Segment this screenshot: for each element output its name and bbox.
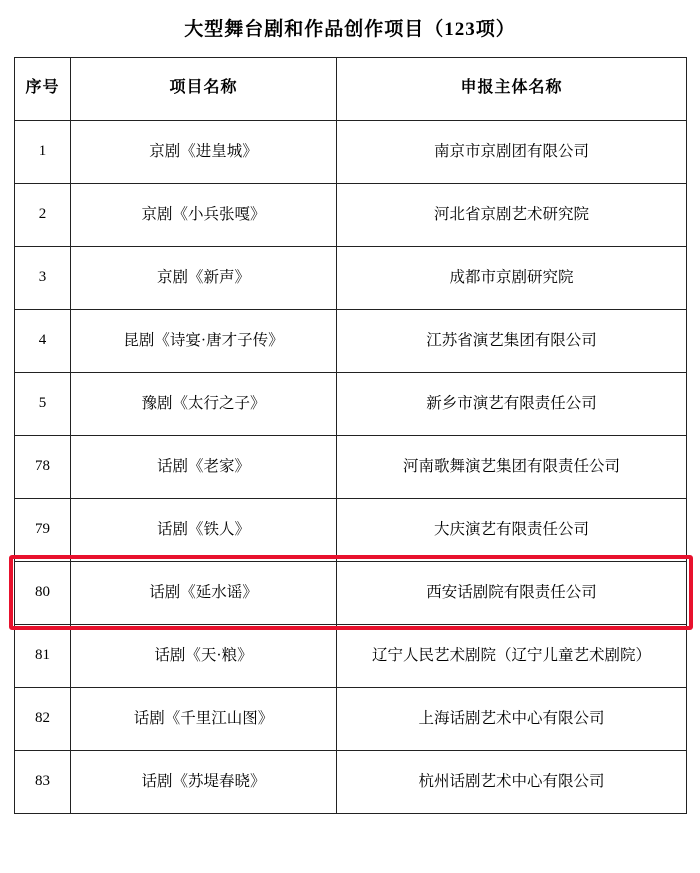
cell-no: 80: [15, 561, 71, 624]
cell-applicant: 南京市京剧团有限公司: [337, 120, 687, 183]
cell-applicant: 大庆演艺有限责任公司: [337, 498, 687, 561]
cell-no: 81: [15, 624, 71, 687]
table-header: [15, 57, 687, 120]
cell-no: 4: [15, 309, 71, 372]
cell-applicant: 河南歌舞演艺集团有限责任公司: [337, 435, 687, 498]
cell-no: 2: [15, 183, 71, 246]
cell-no: 3: [15, 246, 71, 309]
cell-applicant: 江苏省演艺集团有限公司: [337, 309, 687, 372]
cell-applicant: 西安话剧院有限责任公司: [337, 561, 687, 624]
cell-no: 79: [15, 498, 71, 561]
cell-applicant: 杭州话剧艺术中心有限公司: [337, 750, 687, 813]
cell-no: 1: [15, 120, 71, 183]
cell-project: 京剧《进皇城》: [71, 120, 337, 183]
cell-project: 豫剧《太行之子》: [71, 372, 337, 435]
cell-project: 话剧《延水谣》: [71, 561, 337, 624]
page-title: 大型舞台剧和作品创作项目（123项）: [184, 19, 516, 40]
cell-applicant: 上海话剧艺术中心有限公司: [337, 687, 687, 750]
table-row: [15, 246, 687, 309]
cell-project: 京剧《新声》: [71, 246, 337, 309]
cell-applicant: 成都市京剧研究院: [337, 246, 687, 309]
table-row: [15, 624, 687, 687]
cell-project: 昆剧《诗宴·唐才子传》: [71, 309, 337, 372]
projects-table: [14, 57, 687, 814]
column-header-no: 序号: [15, 57, 71, 120]
cell-no: 82: [15, 687, 71, 750]
table-row: [15, 183, 687, 246]
column-header-project: 项目名称: [71, 57, 337, 120]
cell-no: 5: [15, 372, 71, 435]
table-header-row: [15, 57, 687, 120]
cell-project: 话剧《苏堤春晓》: [71, 750, 337, 813]
cell-applicant: 河北省京剧艺术研究院: [337, 183, 687, 246]
cell-project: 话剧《铁人》: [71, 498, 337, 561]
cell-project: 话剧《天·粮》: [71, 624, 337, 687]
table-row: [15, 498, 687, 561]
cell-no: 83: [15, 750, 71, 813]
table-row: [15, 120, 687, 183]
cell-applicant: 新乡市演艺有限责任公司: [337, 372, 687, 435]
cell-project: 话剧《老家》: [71, 435, 337, 498]
table-row: [15, 309, 687, 372]
cell-applicant: 辽宁人民艺术剧院（辽宁儿童艺术剧院）: [337, 624, 687, 687]
table-body: [15, 120, 687, 813]
table-row: [15, 687, 687, 750]
cell-project: 话剧《千里江山图》: [71, 687, 337, 750]
cell-no: 78: [15, 435, 71, 498]
table-row-highlighted: [15, 561, 687, 624]
cell-project: 京剧《小兵张嘎》: [71, 183, 337, 246]
table-row: [15, 372, 687, 435]
column-header-applicant: 申报主体名称: [337, 57, 687, 120]
table-row: [15, 435, 687, 498]
table-row: [15, 750, 687, 813]
